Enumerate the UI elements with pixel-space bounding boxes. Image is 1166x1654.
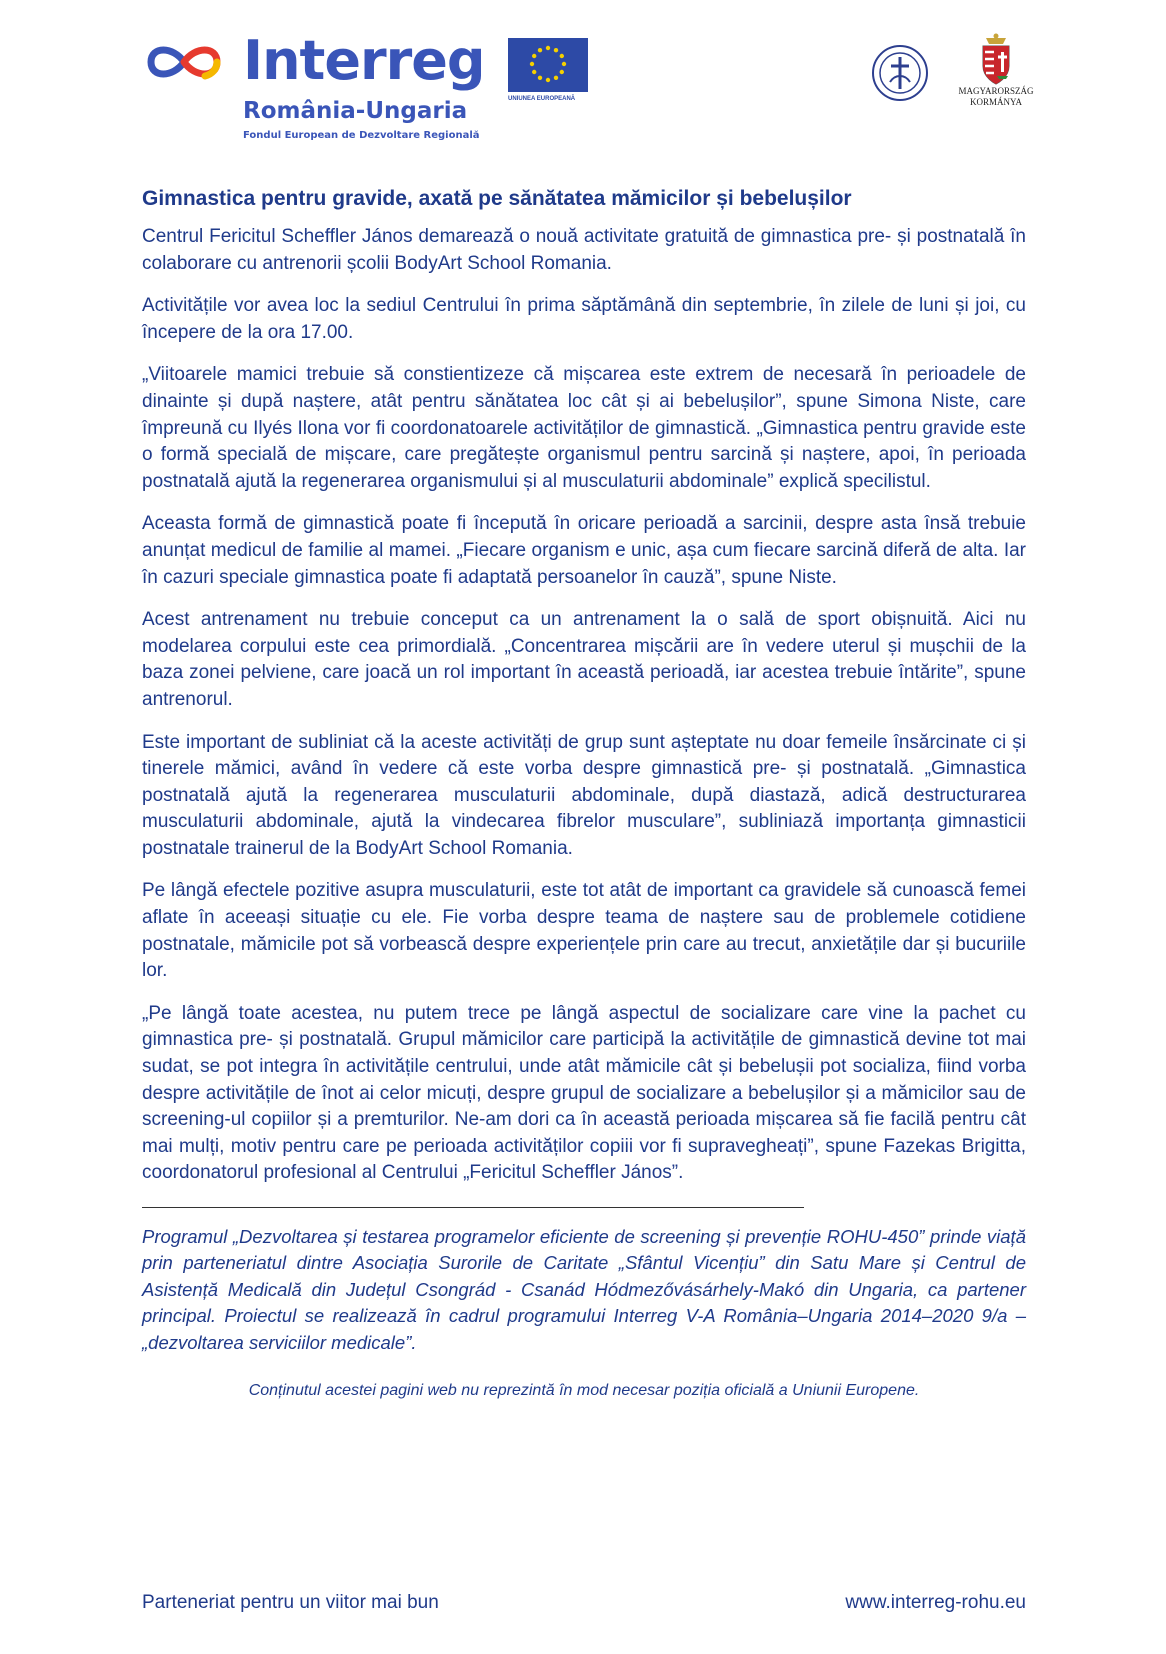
hungarian-government-label <box>948 86 1044 108</box>
eu-flag-icon <box>508 38 588 92</box>
partner-seal-icon <box>871 44 929 102</box>
article-paragraph: Centrul Fericitul Scheffler János demarează o nouă activitate gratuită de gimnastica pre- și postnatală în colaborare cu antrenorii școlii BodyArt School Romania. <box>142 226 1026 274</box>
separator-line <box>142 1207 804 1208</box>
infinity-loop-icon <box>143 42 225 82</box>
eu-disclaimer: Conținutul acestei pagini web nu reprezintă în mod necesar poziția oficială a Uniunii Europene. <box>248 1382 920 1400</box>
eu-label: UNIUNEA EUROPEANĂ <box>508 96 576 102</box>
hungary-coat-of-arms-icon <box>975 32 1017 88</box>
article <box>142 186 1026 1400</box>
brand-name: Interreg <box>243 29 485 92</box>
article-paragraph: Pe lângă efectele pozitive asupra musculaturii, este tot atât de important ca gravidele să cunoască femei aflate în aceeași situație cu ele. Fie vorba despre teama de naștere sau de problemele cotidiene postnatale, mămicile pot să vorbească despre experiențele prin care au trecut, anxietățile dar și bucuriile lor. <box>142 880 1026 982</box>
article-paragraph: Acest antrenament nu trebuie conceput ca un antrenament la o sală de sport obișnuită. Aici nu modelarea corpului este cea primordială. „Concentrarea mișcării are în vedere uterul și mușchii de la baza zonei pelviene, care joacă un rol important în această perioadă, iar acestea trebuie întărite”, spune antrenorul. <box>142 609 1026 710</box>
article-paragraph: Activitățile vor avea loc la sediul Centrului în prima săptămână din septembrie, în zilele de luni și joi, cu începere de la ora 17.00. <box>142 295 1026 343</box>
program-region: România-Ungaria <box>243 98 468 124</box>
footer-website-link[interactable]: www.interreg-rohu.eu <box>845 1592 1026 1613</box>
article-title: Gimnastica pentru gravide, axată pe sănătatea mămicilor și bebelușilor <box>142 187 852 210</box>
article-paragraph: „Pe lângă toate acestea, nu putem trece pe lângă aspectul de socializare care vine la pachet cu gimnastica pre- și postnatală. Grupul mămicilor care participă la activitățile de gimnastică devine tot mai sudat, se pot integra în activitățile centrului, unde atât mămicile cât și bebelușii pot socializa, fiind vorba despre activitățile de înot ai celor micuți, despre grupul de socializare a bebelușilor și a mămicilor sau de screening-ul copiilor și a premturilor. Ne-am dori ca în această perioada mișcarea să fie facilă pentru cât mai mulți, motiv pentru care pe perioada activităților copiii vor fi supravegheați”, spune Fazekas Brigitta, coordonatorul profesional al Centrului „Fericitul Scheffler János”. <box>142 1002 1026 1184</box>
gov-label-line2: KORMÁNYA <box>969 97 1022 107</box>
footer-slogan: Parteneriat pentru un viitor mai bun <box>142 1592 439 1613</box>
article-paragraph: Este important de subliniat că la aceste activități de grup sunt așteptate nu doar femeile însărcinate ci și tinerele mămici, având în vedere că este vorba despre gimnastică pre- și postnatală. „Gimnastica postnatală ajută la regenerarea musculaturii abdominale, după diastază, adică destructurarea musculaturii abdominale, ajută la vindecarea fibrelor musculare”, subliniază importanța gimnasticii postnatale trainerul de la BodyArt School Romania. <box>142 731 1026 859</box>
gov-label-line1: MAGYARORSZÁG <box>958 86 1034 96</box>
fund-name: Fondul European de Dezvoltare Regională <box>243 130 480 141</box>
program-note: Programul „Dezvoltarea și testarea programelor eficiente de screening și prevenție ROHU-450” prinde viață prin parteneriatul dintre Asociația Surorile de Caritate „Sfântul Vicențiu” din Satu Mare și Centrul de Asistență Medicală din Județul Csongrád - Csanád Hódmezővásárhely-Makó din Ungaria, ca partener principal. Proiectul se realizează în cadrul programului Interreg V-A România–Ungaria 2014–2020 9/a – „dezvoltarea serviciilor medicale”. <box>142 1226 1026 1353</box>
article-paragraph: Aceasta formă de gimnastică poate fi începută în oricare perioadă a sarcinii, despre asta însă trebuie anunțat medicul de familie al mamei. „Fiecare organism e unic, așa cum fiecare sarcină diferă de alta. Iar în cazuri speciale gimnastica poate fi adaptată persoanelor în cauză”, spune Niste. <box>142 513 1026 588</box>
page-header <box>0 0 1166 160</box>
article-paragraph: „Viitoarele mamici trebuie să constientizeze că mișcarea este extrem de necesară în perioadele de dinainte și după naștere, atât pentru sănătatea loc cât și ai bebelușilor”, spune Simona Niste, care împreună cu Ilyés Ilona vor fi coordonatoarele activităților de gimnastică. „Gimnastica pentru gravide este o formă specială de mișcare, care pregătește organismul pentru sarcină și naștere, apoi, în perioada postnatală ajută la regenerarea organismului și al musculaturii abdominale” explică specilistul. <box>142 364 1026 492</box>
